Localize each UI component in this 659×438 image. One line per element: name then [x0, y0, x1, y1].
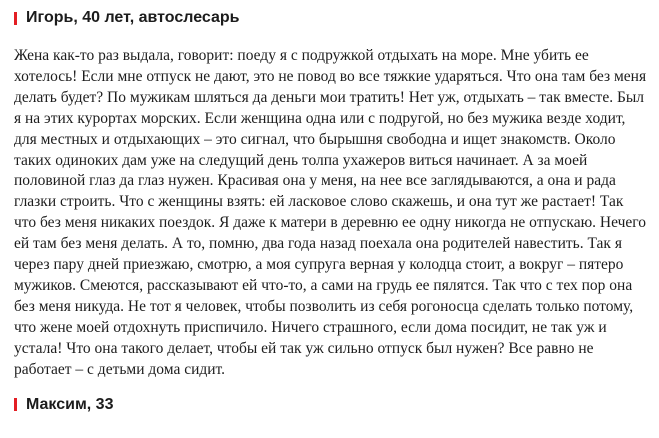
heading-marker: [14, 398, 17, 411]
story-heading-row: [14, 9, 645, 27]
story-body: Жена как-то раз выдала, говорит: поеду я с подружкой отдыхать на море. Мне убить ее хотелось! Если мне отпуск не дают, это не повод во все тяжкие ударяться. Что она там без меня делать будет? По мужикам шляться да деньги мои тратить! Нет уж, отдыхать – так вместе. Был я на этих курортах морских. Если женщина одна или с подругой, но без мужика везде ходит, для местных и отдыхающих – это сигнал, что бырышня свободна и ищет знакомств. Около таких одиноких дам уже на следущий день толпа ухажеров виться начинает. А за моей половиной глаз да глаз нужен. Красивая она у меня, на нее все заглядываются, а она и рада глазки строить. Что с женщины взять: ей ласковое слово скажешь, и она тут же растает! Так что без меня никаких поездок. Я даже к матери в деревню ее одну никогда не отпускаю. Нечего ей там без меня делать. А то, помню, два года назад поехала она родителей навестить. Так я через пару дней приезжаю, смотрю, а моя супруга верная у колодца стоит, а вокруг – пятеро мужиков. Смеются, рассказывают ей что-то, а сами на грудь ее пялятся. Так что с тех пор она без меня никуда. Не тот я человек, чтобы позволить из себя рогоносца сделать только потому, что жене моей отдохнуть приспичило. Ничего страшного, если дома посидит, не так уж и устала! Что она такого делает, чтобы ей так уж сильно отпуск был нужен? Все равно не работает – с детьми дома сидит.: [14, 47, 647, 378]
heading-marker: [14, 12, 17, 25]
story-section-next: [14, 396, 645, 414]
story-heading: Игорь, 40 лет, автослесарь: [26, 9, 240, 26]
story-section: [14, 9, 645, 381]
next-story-heading: Максим, 33: [26, 395, 114, 413]
next-story-heading-row: [14, 396, 645, 414]
